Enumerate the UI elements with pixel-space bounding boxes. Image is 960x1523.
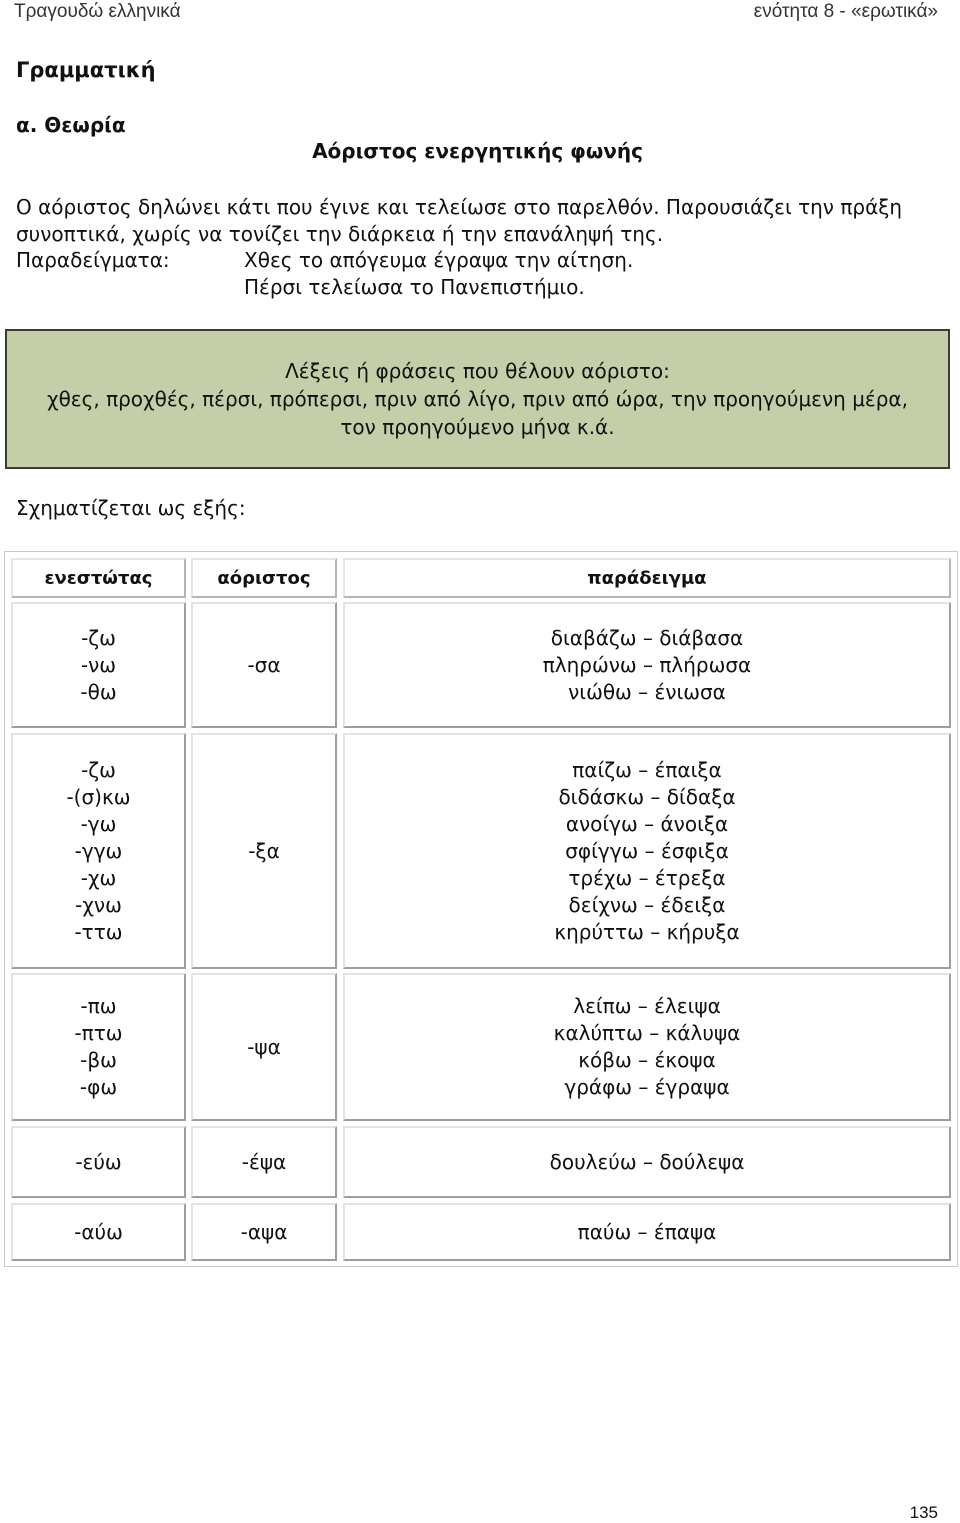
- formation-intro: Σχηματίζεται ως εξής:: [16, 496, 246, 520]
- aorist-ending-cell: [191, 602, 337, 728]
- section-heading: Γραμματική: [16, 58, 156, 82]
- aorist-ending-cell: [191, 733, 337, 969]
- example-pair: γράφω – έγραψα: [564, 1075, 730, 1099]
- example-pair: διδάσκω – δίδαξα: [558, 784, 736, 809]
- present-ending: -πτω: [74, 1021, 123, 1045]
- present-ending: -θω: [80, 679, 117, 704]
- example-sentence: Χθες το απόγευμα έγραψα την αίτηση.: [244, 248, 634, 272]
- present-ending: -χνω: [75, 892, 122, 917]
- present-ending: -γω: [80, 811, 117, 836]
- examples-cell: [343, 1203, 951, 1261]
- aorist-ending-cell: [191, 973, 337, 1121]
- subsection-heading: α. Θεωρία: [16, 113, 126, 137]
- example-pair: σφίγγω – έσφιξα: [565, 838, 729, 863]
- aorist-formation-table: [4, 551, 958, 1267]
- present-ending: -(σ)κω: [66, 784, 131, 809]
- aorist-ending: -ψα: [247, 1034, 281, 1059]
- present-ending: -φω: [79, 1075, 118, 1099]
- example-pair: παύω – έπαψα: [577, 1219, 717, 1244]
- present-ending: -γγω: [74, 838, 123, 863]
- example-pair: λείπω – έλειψα: [573, 994, 721, 1018]
- examples-label: Παραδείγματα:: [16, 248, 170, 272]
- present-endings-cell: [11, 1126, 186, 1198]
- present-endings-cell: [11, 973, 186, 1121]
- keywords-box-text: χθες, προχθές, πέρσι, πρόπερσι, πριν από λίγο, πριν από ώρα, την προηγούμενη μέρα, τον προηγούμενο μήνα κ.ά.: [47, 387, 908, 439]
- present-ending: -πω: [80, 994, 117, 1018]
- example-pair: διαβάζω – διάβασα: [550, 625, 744, 650]
- running-header-right: ενότητα 8 - «ερωτικά»: [753, 1, 938, 22]
- page-number: 135: [909, 1503, 938, 1522]
- examples-cell: [343, 1126, 951, 1198]
- examples-cell: [343, 602, 951, 728]
- example-pair: καλύπτω – κάλυψα: [553, 1021, 741, 1045]
- present-ending: -αύω: [74, 1219, 123, 1244]
- present-ending: -νω: [80, 652, 117, 677]
- example-pair: παίζω – έπαιξα: [572, 757, 722, 782]
- present-ending: -βω: [80, 1048, 117, 1072]
- example-pair: κηρύττω – κήρυξα: [554, 919, 740, 944]
- example-pair: κόβω – έκοψα: [578, 1048, 716, 1072]
- present-ending: -εύω: [75, 1149, 122, 1174]
- aorist-ending: -έψα: [241, 1149, 287, 1174]
- column-header-present: ενεστώτας: [11, 558, 186, 598]
- example-pair: πληρώνω – πλήρωσα: [542, 652, 752, 677]
- examples-cell: [343, 973, 951, 1121]
- column-header-aorist: αόριστος: [191, 558, 337, 598]
- present-ending: -ζω: [81, 757, 116, 782]
- definition-paragraph: Ο αόριστος δηλώνει κάτι που έγινε και τελείωσε στο παρελθόν. Παρουσιάζει την πράξη συνοπτικά, χωρίς να τονίζει την διάρκεια ή την επανάληψή της.: [16, 195, 903, 246]
- aorist-ending: -ξα: [248, 838, 280, 863]
- examples-cell: [343, 733, 951, 969]
- present-endings-cell: [11, 602, 186, 728]
- present-ending: -χω: [80, 865, 117, 890]
- keywords-box: [5, 329, 950, 469]
- aorist-ending: -αψα: [240, 1219, 288, 1244]
- example-pair: δουλεύω – δούλεψα: [549, 1149, 745, 1174]
- aorist-ending: -σα: [247, 652, 281, 677]
- present-endings-cell: [11, 1203, 186, 1261]
- present-ending: -ττω: [74, 919, 123, 944]
- aorist-ending-cell: [191, 1126, 337, 1198]
- example-pair: ανοίγω – άνοιξα: [565, 811, 729, 836]
- example-pair: δείχνω – έδειξα: [568, 892, 726, 917]
- example-pair: νιώθω – ένιωσα: [568, 679, 726, 704]
- example-pair: τρέχω – έτρεξα: [568, 865, 726, 890]
- example-sentence: Πέρσι τελείωσα το Πανεπιστήμιο.: [244, 275, 585, 299]
- present-endings-cell: [11, 733, 186, 969]
- column-header-example: παράδειγμα: [343, 558, 951, 598]
- present-ending: -ζω: [81, 625, 116, 650]
- page-title: Αόριστος ενεργητικής φωνής: [312, 139, 643, 163]
- running-header-left: Τραγουδώ ελληνικά: [14, 1, 181, 22]
- aorist-ending-cell: [191, 1203, 337, 1261]
- keywords-box-title: Λέξεις ή φράσεις που θέλουν αόριστο:: [285, 359, 670, 383]
